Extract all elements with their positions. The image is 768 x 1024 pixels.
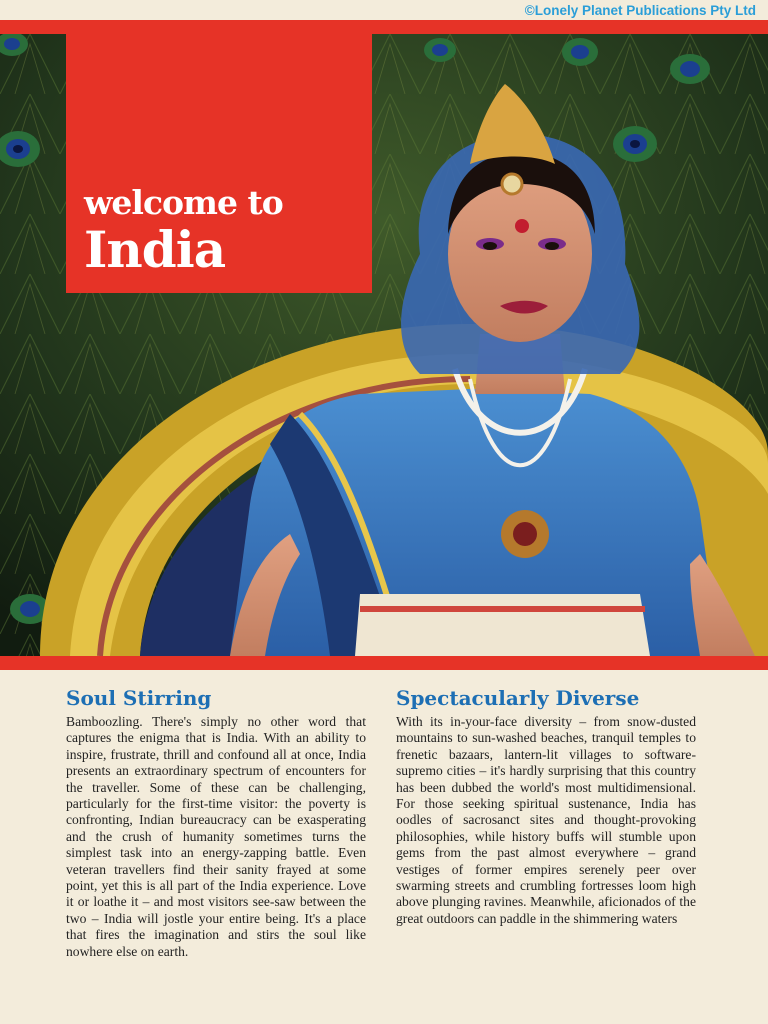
title-welcome: welcome to bbox=[84, 183, 283, 222]
section-heading: Spectacularly Diverse bbox=[396, 686, 640, 710]
copyright-notice: ©Lonely Planet Publications Pty Ltd bbox=[524, 3, 756, 18]
bottom-red-strip bbox=[0, 656, 768, 670]
title-country: India bbox=[84, 220, 226, 279]
section-soul-stirring bbox=[66, 686, 366, 960]
title-box bbox=[66, 34, 372, 293]
section-heading: Soul Stirring bbox=[66, 686, 212, 710]
section-body: With its in-your-face diversity – from snow-dusted mountains to sun-washed beaches, tranquil temples to frenetic bazaars, lantern-lit villages to software-supremo cities – it's hardly surprising that this country has been dubbed the world's most multidimensional. For those seeking spiritual sustenance, India has oodles of sacrosanct sites and thought-provoking philosophies, while history buffs will stumble upon gems from the past almost everywhere – grand vestiges of former empires serenely peer over swarming streets and crumbling fortresses loom high above plunging ravines. Meanwhile, aficionados of the great outdoors can paddle in the shimmering waters bbox=[396, 714, 696, 926]
hero-photo bbox=[0, 34, 768, 656]
section-spectacularly-diverse bbox=[396, 686, 696, 927]
top-red-strip bbox=[0, 20, 768, 34]
section-body: Bamboozling. There's simply no other word that captures the enigma that is India. With an ability to inspire, frustrate, thrill and confound all at once, India presents an extraordinary spectrum of encounters for the traveller. Some of these can be challenging, particularly for the first-time visitor: the poverty is confronting, Indian bureaucracy can be exasperating and the crush of humanity sometimes turns the simplest task into an energy-zapping battle. Even veteran travellers find their sanity frayed at some point, yet this is all part of the India experience. Love it or loathe it – and most visitors see-saw between the two – India will jostle your entire being. It's a place that fires the imagination and stirs the soul like nowhere else on earth. bbox=[66, 714, 366, 959]
